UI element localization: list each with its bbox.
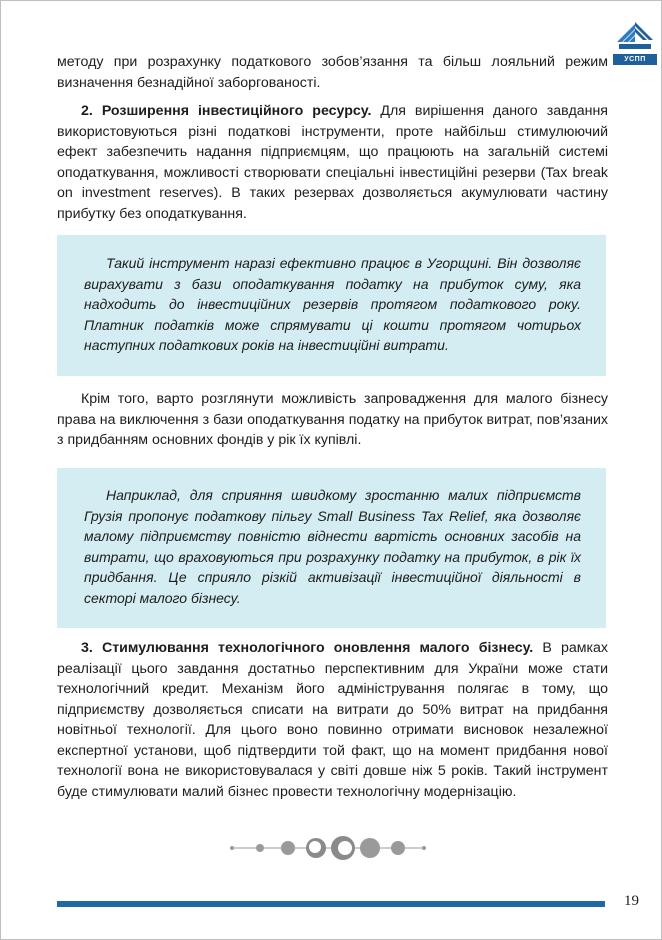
logo-text: УСПП: [613, 54, 657, 65]
circles-ornament-icon: [228, 830, 428, 866]
quote-georgia-text: Наприклад, для сприяння швидкому зростанню малих підприємств Грузія пропонує податкову пільгу Small Business Tax Relief, яка дозволяє малому підприємству повністю віднести вартість основних засобів на витрати, що враховуються при розрахунку податку на прибуток, в рік їх придбання. Це сприяло різкій активізації інвестиційної діяльності в секторі малого бізнесу.: [84, 487, 581, 606]
footer-bar: [57, 901, 605, 907]
paragraph-section-3: [57, 638, 608, 802]
section-2-heading: 2. Розширення інвестиційного ресурсу.: [81, 103, 372, 119]
section-3-body: В рамках реалізації цього завдання достатньо перспективним для України може стати технологічний кредит. Механізм його адміністрування полягає в тому, що підприємству дозволяється списати на витрати до 50% витрат на придбання новітньої технології. Для цього воно повинно отримати висновок незалежної експертної установи, щоб підтвердити той факт, що на момент придбання нової технології вона не використовувалася у світі довше ніж 5 років. Такий інструмент буде стимулювати малий бізнес провести технологічну модернізацію.: [57, 640, 609, 800]
page-number: 19: [624, 893, 639, 909]
section-2-body: Для вирішення даного завдання використовуються різні податкові інструменти, проте найбільш стимулюючий ефект забезпечить надання підприємцям, що працюють на загальній системі оподаткування, можливості створювати спеціальні інвестиційні резерви (Tax break on investment reserves). В таких резервах дозволяється акумулювати частину прибутку без оподаткування.: [57, 103, 608, 222]
section-3-heading: 3. Стимулювання технологічного оновлення малого бізнесу.: [81, 640, 534, 656]
paragraph-small-business: Крім того, варто розглянути можливість запровадження для малого бізнесу права на виключення з бази оподаткування податку на прибуток витрат, пов’язаних з придбанням основних фондів у рік їх купівлі.: [57, 391, 608, 448]
quote-hungary-text: Такий інструмент наразі ефективно працює в Угорщині. Він дозволяє вирахувати з бази оподаткування податку на прибуток суму, яка надходить до інвестиційних резервів протягом податкового року. Платник податків може спрямувати ці кошти протягом чотирьох наступних податкових років на інвестиційні витрати.: [84, 255, 581, 353]
paragraph-continued: методу при розрахунку податкового зобов’язання та більш лояльний режим визначення безнадійної заборгованості.: [57, 54, 608, 91]
paragraph-section-2: [57, 101, 608, 224]
